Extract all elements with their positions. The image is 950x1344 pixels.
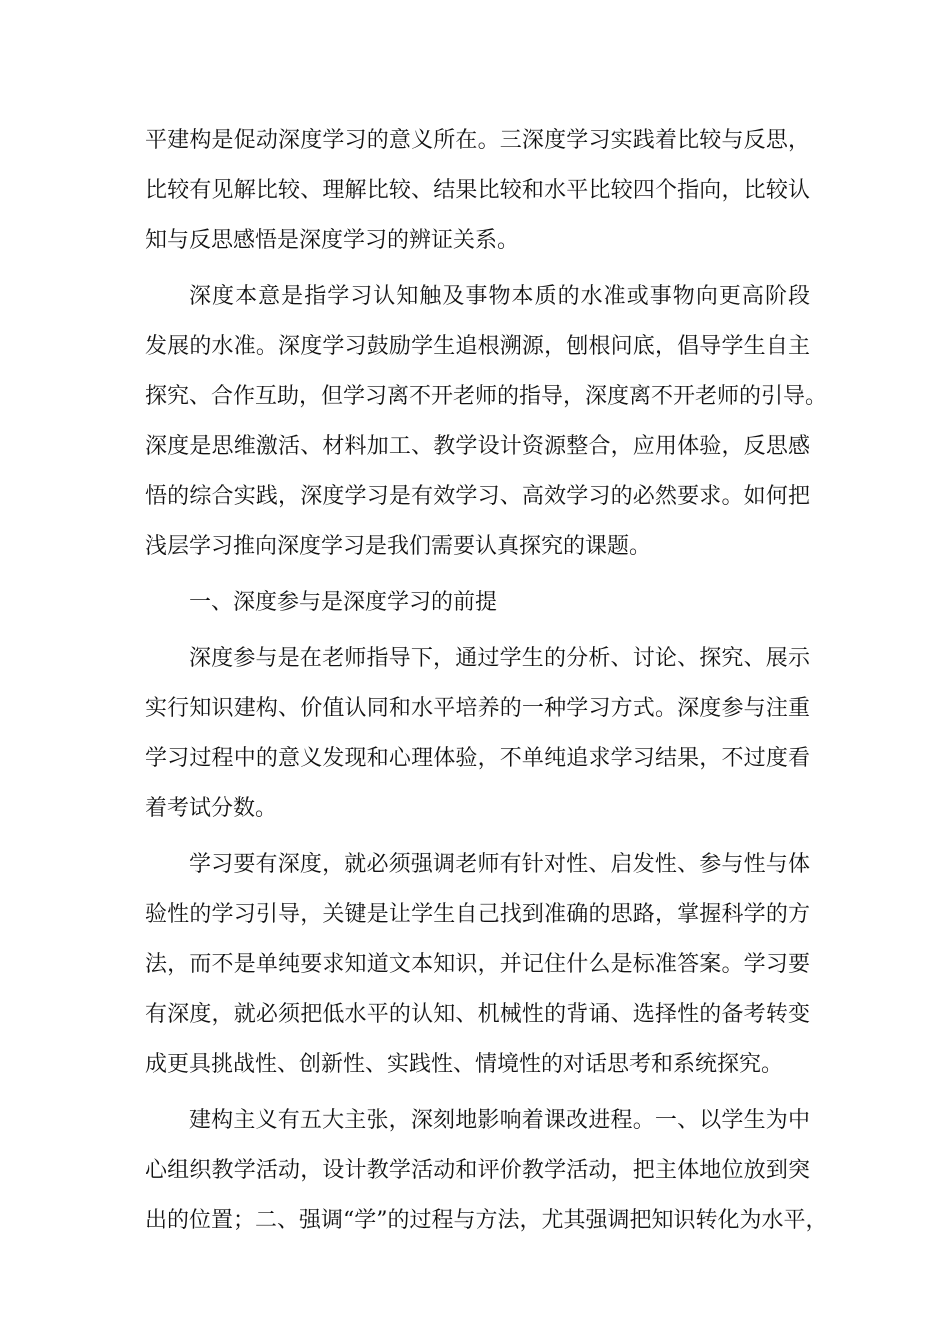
text-line: 实行知识建构、价值认同和水平培养的一种学习方式。深度参与注重 (145, 696, 810, 721)
text-line: 探究、合作互助，但学习离不开老师的指导，深度离不开老师的引导。 (145, 384, 828, 409)
text-line: 平建构是促动深度学习的意义所在。三深度学习实践着比较与反思， (145, 128, 810, 153)
paragraph-deep-meaning (145, 272, 828, 572)
document-body (145, 116, 828, 1252)
text-line: 有深度，就必须把低水平的认知、机械性的背诵、选择性的备考转变 (145, 1002, 810, 1027)
text-line: 学习过程中的意义发现和心理体验，不单纯追求学习结果，不过度看 (145, 746, 810, 771)
text-line: 悟的综合实践，深度学习是有效学习、高效学习的必然要求。如何把 (145, 484, 810, 509)
text-line: 验性的学习引导，关键是让学生自己找到准确的思路，掌握科学的方 (145, 902, 810, 927)
text-line: 心组织教学活动，设计教学活动和评价教学活动，把主体地位放到突 (145, 1158, 810, 1183)
text-line: 法，而不是单纯要求知道文本知识，并记住什么是标准答案。学习要 (145, 952, 810, 977)
text-line: 成更具挑战性、创新性、实践性、情境性的对话思考和系统探究。 (145, 1052, 784, 1077)
text-line: 建构主义有五大主张，深刻地影响着课改进程。一、以学生为中 (189, 1108, 810, 1133)
heading-line: 一、深度参与是深度学习的前提 (189, 590, 498, 615)
text-line: 浅层学习推向深度学习是我们需要认真探究的课题。 (145, 534, 652, 559)
text-line: 发展的水准。深度学习鼓励学生追根溯源，刨根问底，倡导学生自主 (145, 334, 810, 359)
paragraph-learning-depth (145, 840, 810, 1090)
text-line: 深度参与是在老师指导下，通过学生的分析、讨论、探究、展示 (189, 646, 810, 671)
text-line: 着考试分数。 (145, 796, 278, 821)
paragraph-constructivism (145, 1096, 828, 1246)
paragraph-deep-participation (145, 634, 810, 834)
text-line: 深度本意是指学习认知触及事物本质的水准或事物向更高阶段 (189, 284, 810, 309)
text-line: 知与反思感悟是深度学习的辨证关系。 (145, 228, 520, 253)
paragraph-continuation (145, 116, 810, 266)
text-line: 出的位置；二、强调“学”的过程与方法，尤其强调把知识转化为水平， (145, 1208, 828, 1233)
text-line: 深度是思维激活、材料加工、教学设计资源整合，应用体验，反思感 (145, 434, 810, 459)
text-line: 学习要有深度，就必须强调老师有针对性、启发性、参与性与体 (189, 852, 810, 877)
text-line: 比较有见解比较、理解比较、结果比较和水平比较四个指向，比较认 (145, 178, 810, 203)
section-heading (145, 578, 810, 628)
